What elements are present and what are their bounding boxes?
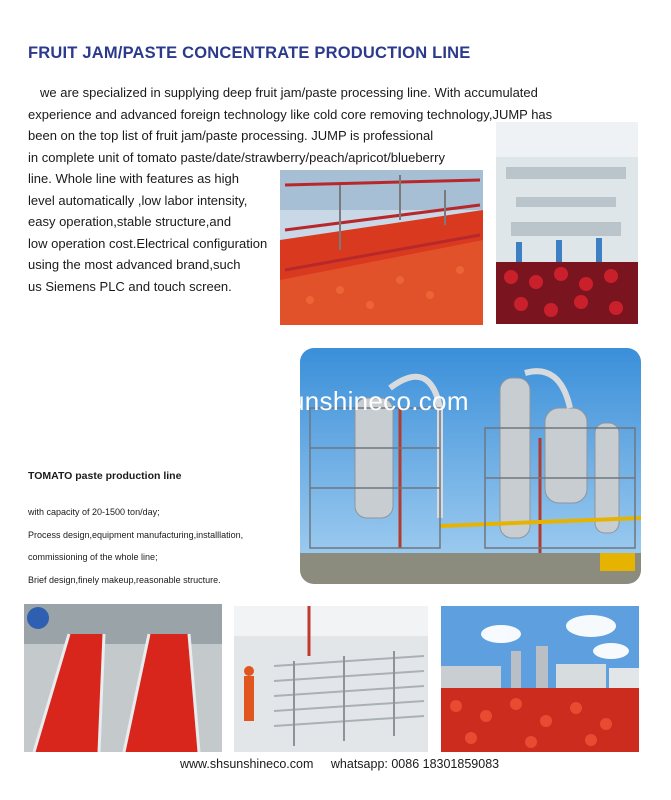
intro-line: experience and advanced foreign technology like cold core removing technology,JUMP has	[28, 106, 553, 122]
tomato-section-line: with capacity of 20-1500 ton/day;	[28, 507, 160, 517]
intro-line: been on the top list of fruit jam/paste processing. JUMP is professional	[28, 128, 434, 143]
tomato-section-line: Brief design,finely makeup,reasonable structure.	[28, 574, 221, 585]
intro-line: easy operation,stable structure,and	[28, 214, 232, 229]
evaporator-plant-photo	[300, 348, 641, 584]
intro-line: we are specialized in supplying deep fruit jam/paste processing line. With accumulated	[40, 85, 538, 100]
sterilizer-line-photo	[234, 606, 428, 752]
intro-line: us Siemens PLC and touch screen.	[28, 278, 232, 294]
intro-line: level automatically ,low labor intensity,	[28, 192, 248, 208]
intro-line: low operation cost.Electrical configuration	[28, 235, 268, 251]
intro-line: using the most advanced brand,such	[28, 257, 241, 272]
footer-contact	[180, 757, 499, 771]
factory-interior-photo	[496, 122, 638, 324]
intro-line: in complete unit of tomato paste/date/strawberry/peach/apricot/blueberry	[28, 149, 445, 165]
website-watermark-overlay: unshineco.com	[290, 386, 469, 416]
tomato-elevator-photo	[24, 604, 222, 752]
tomato-section-line: Process design,equipment manufacturing,installlation,	[28, 529, 244, 540]
tomato-section-line: commissioning of the whole line;	[28, 552, 158, 562]
tomato-section-list	[28, 501, 243, 591]
page-title: FRUIT JAM/PASTE CONCENTRATE PRODUCTION LINE	[28, 44, 471, 62]
footer-whatsapp: whatsapp: 0086 18301859083	[330, 757, 500, 771]
footer-website[interactable]: www.shsunshineco.com	[180, 757, 314, 771]
tomato-washing-photo	[280, 170, 483, 325]
intro-line: line. Whole line with features as high	[28, 171, 240, 186]
tomato-section-heading: TOMATO paste production line	[28, 470, 182, 482]
tomato-field-factory-photo	[441, 606, 639, 752]
